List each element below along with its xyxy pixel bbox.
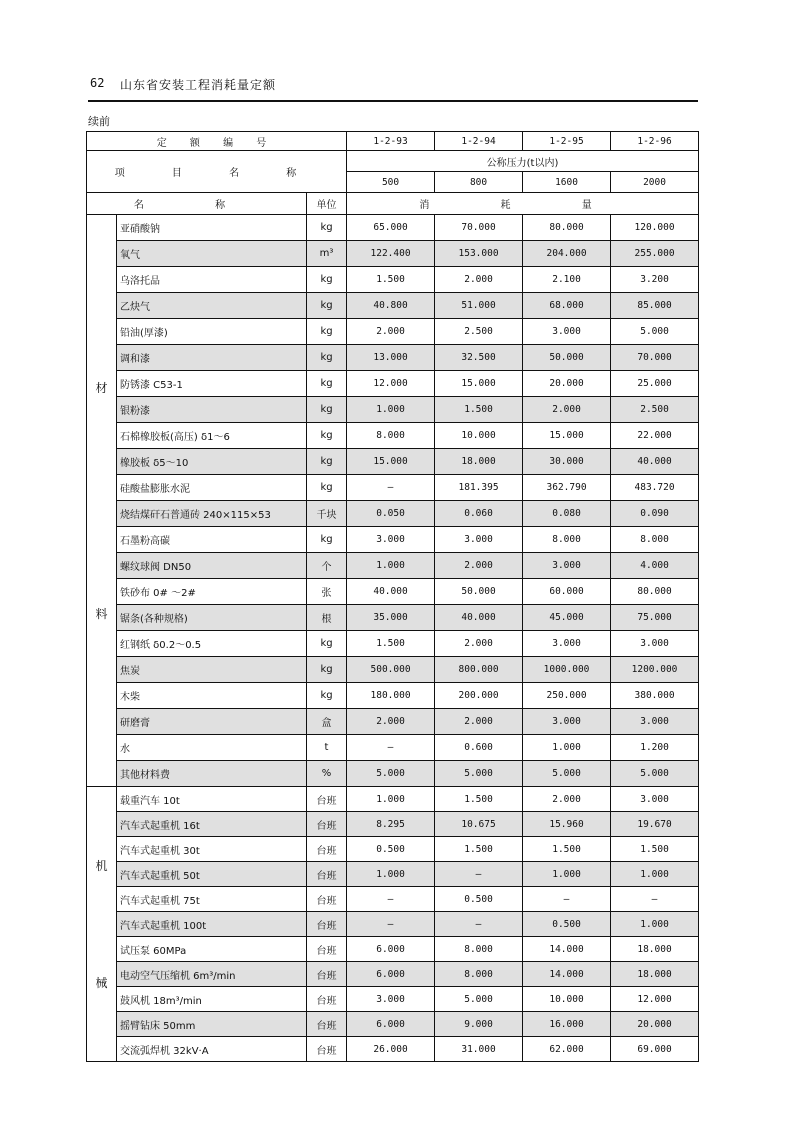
item-value: 3.000: [523, 553, 611, 579]
param-label: 公称压力(t以内): [347, 151, 699, 172]
materials-row: [87, 475, 699, 501]
item-value: 16.000: [523, 1012, 611, 1037]
item-value: 2.000: [347, 319, 435, 345]
materials-row: [87, 761, 699, 787]
item-value: 51.000: [435, 293, 523, 319]
machinery-row: [87, 987, 699, 1012]
materials-row: [87, 631, 699, 657]
item-value: —: [611, 887, 699, 912]
param-value: 2000: [611, 172, 699, 193]
col-unit-label: 单位: [307, 193, 347, 215]
page-number: 62: [90, 76, 105, 90]
item-unit: 台班: [307, 912, 347, 937]
item-value: 181.395: [435, 475, 523, 501]
item-unit: 台班: [307, 987, 347, 1012]
item-value: 40.000: [347, 579, 435, 605]
item-name: 乌洛托品: [117, 267, 307, 293]
item-value: 800.000: [435, 657, 523, 683]
item-name: 汽车式起重机 16t: [117, 812, 307, 837]
item-name: 摇臂钻床 50mm: [117, 1012, 307, 1037]
item-name: 载重汽车 10t: [117, 787, 307, 812]
item-value: 5.000: [611, 319, 699, 345]
item-name: 红钢纸 δ0.2～0.5: [117, 631, 307, 657]
machinery-row: [87, 787, 699, 812]
item-value: 0.090: [611, 501, 699, 527]
item-value: 40.000: [435, 605, 523, 631]
item-value: 50.000: [523, 345, 611, 371]
param-value: 800: [435, 172, 523, 193]
item-value: 45.000: [523, 605, 611, 631]
param-label-row: [87, 151, 699, 172]
item-value: 1.500: [523, 837, 611, 862]
item-name: 石墨粉高碳: [117, 527, 307, 553]
item-value: —: [347, 735, 435, 761]
item-value: 12.000: [611, 987, 699, 1012]
item-name: 汽车式起重机 50t: [117, 862, 307, 887]
item-unit: 台班: [307, 837, 347, 862]
item-name: 铁砂布 0# ～2#: [117, 579, 307, 605]
materials-row: [87, 605, 699, 631]
materials-row: [87, 579, 699, 605]
machinery-row: [87, 912, 699, 937]
item-unit: m³: [307, 241, 347, 267]
item-value: 69.000: [611, 1037, 699, 1062]
item-name: 亚硝酸钠: [117, 215, 307, 241]
item-name: 水: [117, 735, 307, 761]
item-value: 1.000: [611, 912, 699, 937]
quota-code-cell: 1-2-96: [611, 132, 699, 151]
item-value: 362.790: [523, 475, 611, 501]
item-value: 0.060: [435, 501, 523, 527]
item-value: 3.000: [523, 631, 611, 657]
item-value: 9.000: [435, 1012, 523, 1037]
item-name: 电动空气压缩机 6m³/min: [117, 962, 307, 987]
item-value: 40.800: [347, 293, 435, 319]
machinery-row: [87, 1037, 699, 1062]
item-name: 木柴: [117, 683, 307, 709]
item-value: 5.000: [435, 987, 523, 1012]
param-value: 1600: [523, 172, 611, 193]
machinery-category-char: 机: [95, 858, 108, 873]
item-value: 32.500: [435, 345, 523, 371]
item-value: 20.000: [611, 1012, 699, 1037]
item-value: 8.000: [611, 527, 699, 553]
item-unit: 台班: [307, 937, 347, 962]
item-unit: kg: [307, 631, 347, 657]
item-name: 锯条(各种规格): [117, 605, 307, 631]
item-value: 15.000: [523, 423, 611, 449]
materials-row: [87, 371, 699, 397]
quota-code-cell: 1-2-95: [523, 132, 611, 151]
item-value: 62.000: [523, 1037, 611, 1062]
item-value: 80.000: [523, 215, 611, 241]
item-value: 18.000: [611, 962, 699, 987]
item-unit: 台班: [307, 862, 347, 887]
item-value: 204.000: [523, 241, 611, 267]
item-value: 500.000: [347, 657, 435, 683]
item-value: 3.000: [523, 709, 611, 735]
item-value: 2.000: [347, 709, 435, 735]
item-value: 3.000: [347, 527, 435, 553]
item-unit: %: [307, 761, 347, 787]
item-unit: 盒: [307, 709, 347, 735]
machinery-row: [87, 812, 699, 837]
materials-row: [87, 215, 699, 241]
materials-row: [87, 527, 699, 553]
item-value: 3.000: [611, 709, 699, 735]
item-unit: 张: [307, 579, 347, 605]
item-value: —: [523, 887, 611, 912]
item-value: 70.000: [435, 215, 523, 241]
item-unit: 台班: [307, 962, 347, 987]
item-value: 2.000: [435, 709, 523, 735]
item-unit: 台班: [307, 787, 347, 812]
machinery-row: [87, 1012, 699, 1037]
item-unit: kg: [307, 683, 347, 709]
item-value: 6.000: [347, 962, 435, 987]
item-value: 10.000: [435, 423, 523, 449]
item-value: 26.000: [347, 1037, 435, 1062]
item-name: 螺纹球阀 DN50: [117, 553, 307, 579]
item-value: 12.000: [347, 371, 435, 397]
item-value: 50.000: [435, 579, 523, 605]
item-name: 汽车式起重机 30t: [117, 837, 307, 862]
col-name-label: 名 称: [87, 193, 307, 215]
item-value: 20.000: [523, 371, 611, 397]
item-unit: kg: [307, 371, 347, 397]
item-unit: 个: [307, 553, 347, 579]
item-value: 1.000: [347, 787, 435, 812]
item-value: 60.000: [523, 579, 611, 605]
item-value: 30.000: [523, 449, 611, 475]
item-value: 2.100: [523, 267, 611, 293]
quota-code-cell: 1-2-93: [347, 132, 435, 151]
item-value: 85.000: [611, 293, 699, 319]
materials-row: [87, 293, 699, 319]
continuation-label: 续前: [88, 115, 110, 128]
quota-code-row: [87, 132, 699, 151]
item-value: 380.000: [611, 683, 699, 709]
item-value: —: [347, 887, 435, 912]
param-value: 500: [347, 172, 435, 193]
item-value: 0.500: [523, 912, 611, 937]
item-value: —: [347, 912, 435, 937]
materials-row: [87, 267, 699, 293]
item-value: 25.000: [611, 371, 699, 397]
item-value: 2.000: [435, 631, 523, 657]
item-value: 255.000: [611, 241, 699, 267]
item-value: 14.000: [523, 962, 611, 987]
item-value: 483.720: [611, 475, 699, 501]
item-value: 3.000: [435, 527, 523, 553]
item-name: 铅油(厚漆): [117, 319, 307, 345]
item-name: 调和漆: [117, 345, 307, 371]
item-value: 1000.000: [523, 657, 611, 683]
item-unit: 台班: [307, 812, 347, 837]
item-value: 8.295: [347, 812, 435, 837]
item-value: 70.000: [611, 345, 699, 371]
item-value: —: [435, 912, 523, 937]
item-value: 0.500: [347, 837, 435, 862]
item-value: 31.000: [435, 1037, 523, 1062]
item-value: 2.000: [435, 267, 523, 293]
item-unit: kg: [307, 449, 347, 475]
materials-row: [87, 449, 699, 475]
item-value: 2.000: [435, 553, 523, 579]
item-value: 1.500: [435, 837, 523, 862]
materials-row: [87, 709, 699, 735]
item-value: 5.000: [435, 761, 523, 787]
page-header: [88, 74, 698, 102]
quota-table: [86, 131, 699, 1062]
item-name: 其他材料费: [117, 761, 307, 787]
item-value: 0.500: [435, 887, 523, 912]
item-value: 8.000: [435, 937, 523, 962]
item-value: —: [347, 475, 435, 501]
item-unit: kg: [307, 267, 347, 293]
item-unit: 台班: [307, 887, 347, 912]
col-consumption-label: 消 耗 量: [347, 193, 699, 215]
item-name: 防锈漆 C53-1: [117, 371, 307, 397]
item-value: 1.000: [523, 735, 611, 761]
item-name: 硅酸盐膨胀水泥: [117, 475, 307, 501]
materials-row: [87, 397, 699, 423]
item-name: 交流弧焊机 32kV·A: [117, 1037, 307, 1062]
materials-category: [87, 215, 117, 787]
item-value: 1.200: [611, 735, 699, 761]
item-value: 1.500: [611, 837, 699, 862]
item-unit: kg: [307, 657, 347, 683]
item-value: 15.000: [435, 371, 523, 397]
materials-row: [87, 657, 699, 683]
item-value: 0.080: [523, 501, 611, 527]
item-value: 13.000: [347, 345, 435, 371]
item-unit: t: [307, 735, 347, 761]
machinery-row: [87, 887, 699, 912]
item-value: 1.500: [435, 397, 523, 423]
item-value: 250.000: [523, 683, 611, 709]
item-value: 3.000: [611, 787, 699, 812]
item-value: 2.500: [611, 397, 699, 423]
item-value: 3.000: [347, 987, 435, 1012]
item-name: 乙炔气: [117, 293, 307, 319]
item-unit: kg: [307, 293, 347, 319]
item-unit: kg: [307, 319, 347, 345]
item-name: 汽车式起重机 75t: [117, 887, 307, 912]
item-value: 2.500: [435, 319, 523, 345]
materials-row: [87, 241, 699, 267]
item-name: 研磨膏: [117, 709, 307, 735]
materials-row: [87, 501, 699, 527]
item-unit: kg: [307, 215, 347, 241]
item-unit: kg: [307, 527, 347, 553]
item-value: 1.000: [347, 553, 435, 579]
item-value: 18.000: [435, 449, 523, 475]
item-value: 68.000: [523, 293, 611, 319]
item-value: 0.600: [435, 735, 523, 761]
item-unit: 台班: [307, 1012, 347, 1037]
quota-code-cell: 1-2-94: [435, 132, 523, 151]
item-value: 18.000: [611, 937, 699, 962]
item-unit: kg: [307, 397, 347, 423]
item-value: 1.000: [347, 862, 435, 887]
item-name: 石棉橡胶板(高压) δ1～6: [117, 423, 307, 449]
item-name: 鼓风机 18m³/min: [117, 987, 307, 1012]
item-value: 3.000: [523, 319, 611, 345]
item-value: 200.000: [435, 683, 523, 709]
item-value: 5.000: [523, 761, 611, 787]
materials-row: [87, 423, 699, 449]
materials-category-char: 材: [95, 381, 108, 395]
item-name: 氧气: [117, 241, 307, 267]
item-value: 0.050: [347, 501, 435, 527]
machinery-category-char: 械: [95, 976, 108, 991]
machinery-row: [87, 837, 699, 862]
item-value: 10.675: [435, 812, 523, 837]
materials-category-char: 料: [95, 607, 108, 621]
item-value: 4.000: [611, 553, 699, 579]
item-value: 120.000: [611, 215, 699, 241]
item-value: 35.000: [347, 605, 435, 631]
item-value: 5.000: [611, 761, 699, 787]
item-value: 1.500: [347, 267, 435, 293]
item-value: 19.670: [611, 812, 699, 837]
machinery-row: [87, 862, 699, 887]
machinery-row: [87, 962, 699, 987]
item-name: 橡胶板 δ5～10: [117, 449, 307, 475]
item-value: 10.000: [523, 987, 611, 1012]
item-name: 试压泵 60MPa: [117, 937, 307, 962]
item-name: 焦炭: [117, 657, 307, 683]
item-value: 8.000: [435, 962, 523, 987]
item-unit: 千块: [307, 501, 347, 527]
item-value: 80.000: [611, 579, 699, 605]
item-value: 180.000: [347, 683, 435, 709]
item-value: 1200.000: [611, 657, 699, 683]
item-unit: 台班: [307, 1037, 347, 1062]
item-name: 银粉漆: [117, 397, 307, 423]
book-title: 山东省安装工程消耗量定额: [120, 78, 277, 92]
item-value: 15.960: [523, 812, 611, 837]
item-unit: 根: [307, 605, 347, 631]
item-unit: kg: [307, 423, 347, 449]
quota-code-label: 定 额 编 号: [87, 132, 347, 151]
item-value: 22.000: [611, 423, 699, 449]
item-value: 6.000: [347, 1012, 435, 1037]
item-value: 5.000: [347, 761, 435, 787]
item-unit: kg: [307, 475, 347, 501]
item-value: 6.000: [347, 937, 435, 962]
machinery-category: [87, 787, 117, 1062]
item-value: 2.000: [523, 397, 611, 423]
materials-row: [87, 553, 699, 579]
item-unit: kg: [307, 345, 347, 371]
item-value: 14.000: [523, 937, 611, 962]
item-name: 汽车式起重机 100t: [117, 912, 307, 937]
item-value: 65.000: [347, 215, 435, 241]
item-value: 1.500: [347, 631, 435, 657]
item-name: 烧结煤矸石普通砖 240×115×53: [117, 501, 307, 527]
item-value: 75.000: [611, 605, 699, 631]
item-value: 122.400: [347, 241, 435, 267]
machinery-row: [87, 937, 699, 962]
item-value: 2.000: [523, 787, 611, 812]
item-value: 1.000: [347, 397, 435, 423]
item-value: 8.000: [347, 423, 435, 449]
item-value: 1.000: [523, 862, 611, 887]
item-value: 153.000: [435, 241, 523, 267]
item-value: 40.000: [611, 449, 699, 475]
item-value: 8.000: [523, 527, 611, 553]
materials-row: [87, 683, 699, 709]
materials-row: [87, 345, 699, 371]
materials-row: [87, 319, 699, 345]
item-name-label: 项 目 名 称: [87, 151, 347, 193]
item-value: 3.200: [611, 267, 699, 293]
item-value: 1.500: [435, 787, 523, 812]
column-header-row: [87, 193, 699, 215]
item-value: —: [435, 862, 523, 887]
item-value: 15.000: [347, 449, 435, 475]
item-value: 3.000: [611, 631, 699, 657]
item-value: 1.000: [611, 862, 699, 887]
materials-row: [87, 735, 699, 761]
